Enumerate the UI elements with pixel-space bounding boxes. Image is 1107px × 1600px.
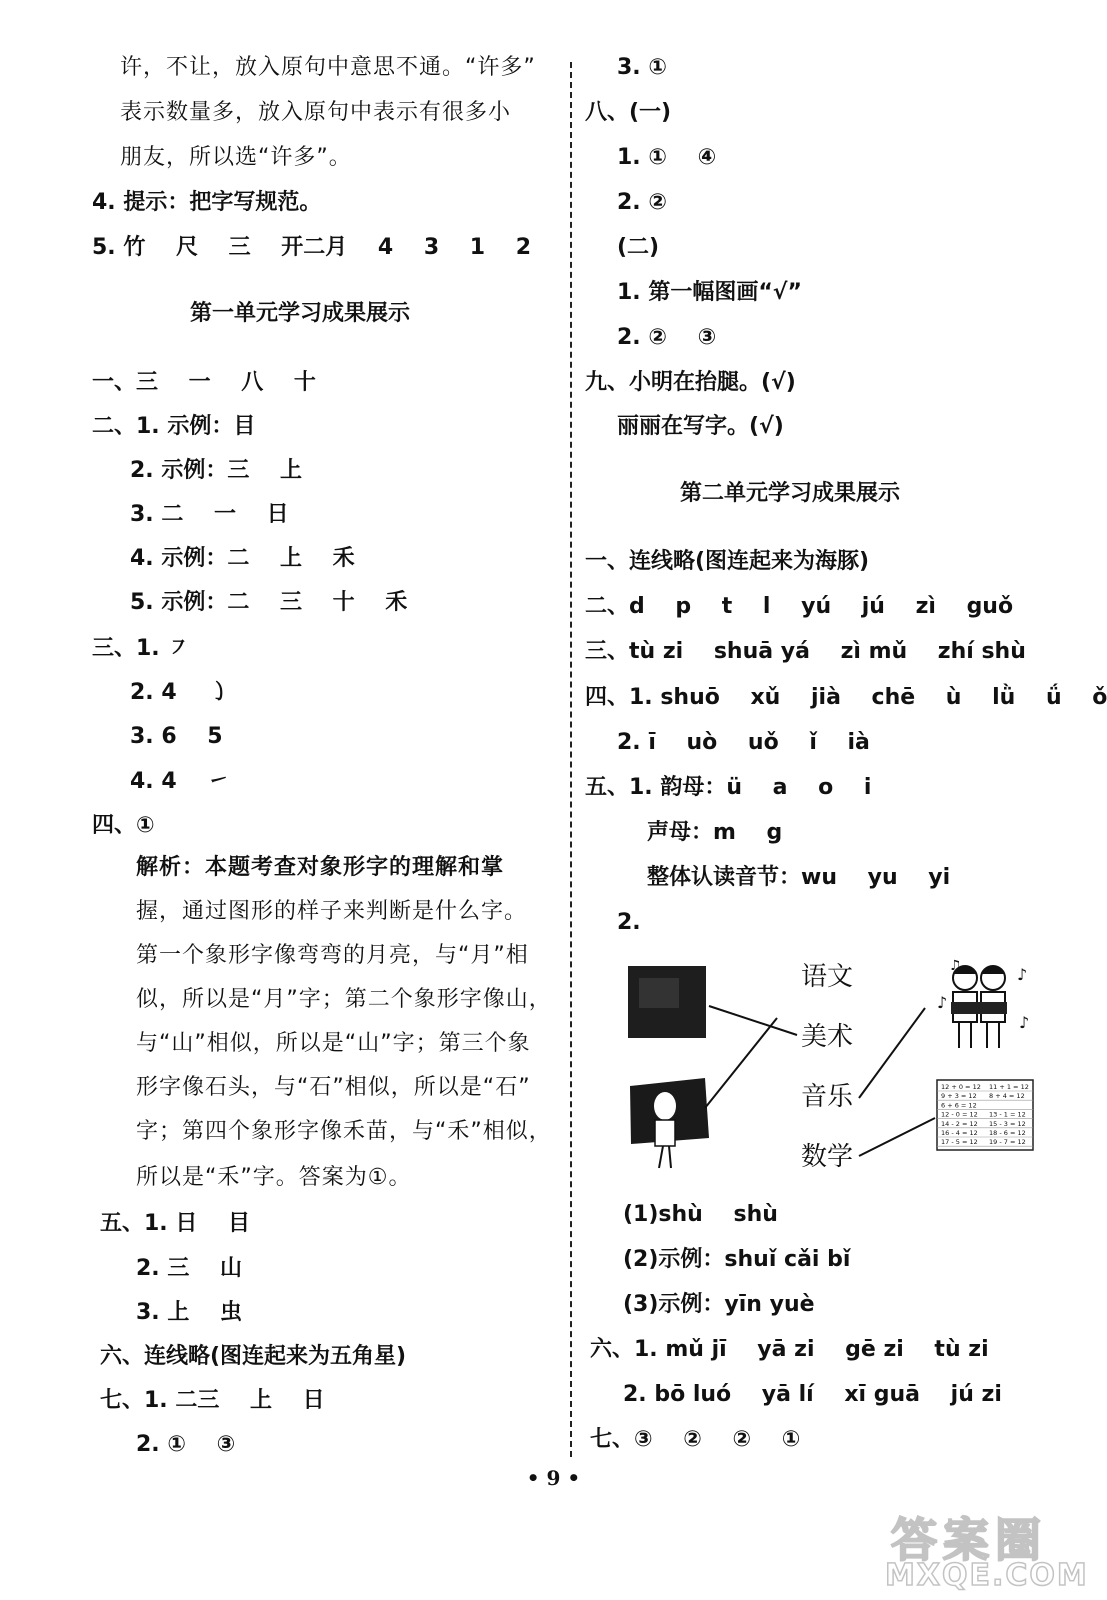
watermark-logo	[879, 1500, 1089, 1596]
answer-item: 2. 示例：三 上	[130, 458, 302, 483]
answer-item: 4. 4 ㇀	[130, 769, 230, 794]
answer-item: 5. 竹 尺 三 开二月 4 3 1 2	[92, 235, 532, 260]
answer-item: (2)示例：shuǐ cǎi bǐ	[623, 1247, 851, 1272]
math-sheet-picture	[937, 1080, 1033, 1150]
answer-item: 二、1. 示例：目	[92, 414, 256, 439]
explanation-line: 第一个象形字像弯弯的月亮，与“月”相	[136, 943, 529, 968]
answer-item: 4. 示例：二 上 禾	[130, 546, 355, 571]
subject-label: 数学	[801, 1142, 854, 1172]
answer-item: 2. 三 山	[136, 1256, 242, 1281]
answer-item: 六、1. mǔ jī yā zi gē zi tù zi	[590, 1337, 989, 1362]
answer-item: 二、d p t l yú jú zì guǒ	[585, 594, 1014, 619]
math-sheet-equation: 14 - 2 = 12	[941, 1119, 978, 1128]
answer-item: 九、小明在抬腿。(√)	[585, 370, 796, 395]
explanation-line: 字；第四个象形字像禾苗，与“禾”相似，	[136, 1119, 552, 1144]
watermark-text: 答案圈	[891, 1513, 1047, 1567]
svg-text:♪: ♪	[937, 993, 948, 1012]
answer-item: 丽丽在写字。(√)	[617, 414, 784, 439]
answer-item: 3. 6 5	[130, 724, 223, 749]
subject-label: 美术	[801, 1022, 854, 1052]
answer-item: 2. ② ③	[617, 325, 717, 350]
math-sheet-equation: 8 + 4 = 12	[989, 1092, 1025, 1101]
answer-item: 五、1. 韵母：ü a o i	[585, 775, 872, 800]
svg-text:♪: ♪	[1017, 965, 1028, 984]
answer-item: 5. 示例：二 三 十 禾	[130, 590, 408, 615]
math-sheet-equation: 9 + 3 = 12	[941, 1092, 977, 1101]
answer-item: 2. ②	[617, 190, 667, 215]
matching-figure	[625, 958, 1045, 1178]
answer-item: 一、三 一 八 十	[92, 370, 316, 395]
page-number: • 9 •	[526, 1466, 581, 1490]
section-heading: 第一单元学习成果展示	[190, 301, 411, 326]
math-sheet-equation: 12 + 0 = 12	[941, 1083, 981, 1091]
answer-item: 五、1. 日 目	[100, 1211, 250, 1236]
continuation-line: 许，不让，放入原句中意思不通。“许多”	[120, 55, 536, 80]
answer-item: 一、连线略(图连起来为海豚)	[585, 549, 870, 574]
answer-item: 八、(一)	[585, 100, 672, 125]
svg-text:♪: ♪	[1019, 1013, 1030, 1032]
math-sheet-equation: 16 - 4 = 12	[941, 1129, 978, 1137]
answer-item: 4. 提示：把字写规范。	[92, 190, 322, 215]
explanation-line: 握，通过图形的样子来判断是什么字。	[136, 899, 528, 924]
answer-item: 2. 4 ㇁	[130, 680, 230, 705]
svg-text:♫: ♫	[949, 958, 962, 974]
answer-item: 3. ①	[617, 55, 667, 80]
answer-item: 3. 二 一 日	[130, 502, 289, 527]
answer-item: (二)	[617, 235, 660, 260]
match-line	[709, 1006, 797, 1035]
answer-item: 1. 第一幅图画“√”	[617, 280, 802, 305]
answer-item: 2. bō luó yā lí xī guā jú zi	[623, 1382, 1002, 1407]
subject-label: 语文	[801, 962, 854, 992]
answer-item: 3. 上 虫	[136, 1300, 242, 1325]
answer-item: 整体认读音节：wu yu yi	[647, 865, 951, 890]
continuation-line: 表示数量多，放入原句中表示有很多小	[120, 100, 512, 125]
answer-item: 四、①	[92, 813, 155, 838]
explanation-line	[136, 853, 504, 883]
subject-label: 音乐	[801, 1082, 854, 1112]
continuation-line: 朋友，所以选“许多”。	[120, 145, 352, 170]
answer-item: 四、1. shuō xǔ jià chē ù lǜ ǘ ǒ	[585, 685, 1107, 710]
math-sheet-equation: 18 - 6 = 12	[989, 1129, 1026, 1137]
answer-item: (3)示例：yīn yuè	[623, 1292, 815, 1317]
math-sheet-equation: 17 - 5 = 12	[941, 1138, 978, 1147]
section-heading: 第二单元学习成果展示	[680, 481, 901, 506]
answer-item: 1. ① ④	[617, 145, 717, 170]
answer-item: 三、tù zi shuā yá zì mǔ zhí shù	[585, 639, 1026, 664]
math-sheet-equation: 6 + 6 = 12	[941, 1101, 977, 1110]
girl-painting-picture	[630, 1078, 709, 1168]
math-sheet-equation: 13 - 1 = 12	[989, 1110, 1026, 1119]
explanation-line: 似，所以是“月”字；第二个象形字像山，	[136, 987, 552, 1012]
answer-item: 2. ī uò uǒ ǐ ià	[617, 730, 870, 755]
match-line	[859, 1008, 925, 1098]
explanation-line: 与“山”相似，所以是“山”字；第三个象	[136, 1031, 531, 1056]
answer-item: 2. ① ③	[136, 1432, 236, 1457]
answer-item: 声母：m g	[647, 820, 783, 845]
watermark-url: MXQE.COM	[885, 1558, 1089, 1593]
explanation-line: 所以是“禾”字。答案为①。	[136, 1165, 412, 1190]
answer-item: (1)shù shù	[623, 1202, 778, 1227]
match-line	[859, 1118, 935, 1156]
answer-item: 七、1. 二三 上 日	[100, 1388, 325, 1413]
explanation-text: 解析：本题考查对象形字的理解和掌	[136, 855, 505, 880]
answer-item: 七、③ ② ② ①	[590, 1427, 801, 1452]
answer-item: 六、连线略(图连起来为五角星)	[100, 1344, 407, 1369]
answer-item: 2.	[617, 910, 641, 935]
answer-item: 三、1. ㇇	[92, 636, 190, 661]
math-sheet-equation: 12 - 0 = 12	[941, 1110, 978, 1119]
math-sheet-equation: 11 + 1 = 12	[989, 1083, 1029, 1091]
explanation-line: 形字像石头，与“石”相似，所以是“石”	[136, 1075, 531, 1100]
singing-children-picture	[937, 958, 1029, 1048]
math-sheet-equation: 19 - 7 = 12	[989, 1138, 1026, 1147]
column-divider	[570, 62, 572, 1457]
painting-detail	[639, 978, 679, 1008]
match-line	[705, 1018, 777, 1108]
math-sheet-equation: 15 - 3 = 12	[989, 1119, 1026, 1128]
